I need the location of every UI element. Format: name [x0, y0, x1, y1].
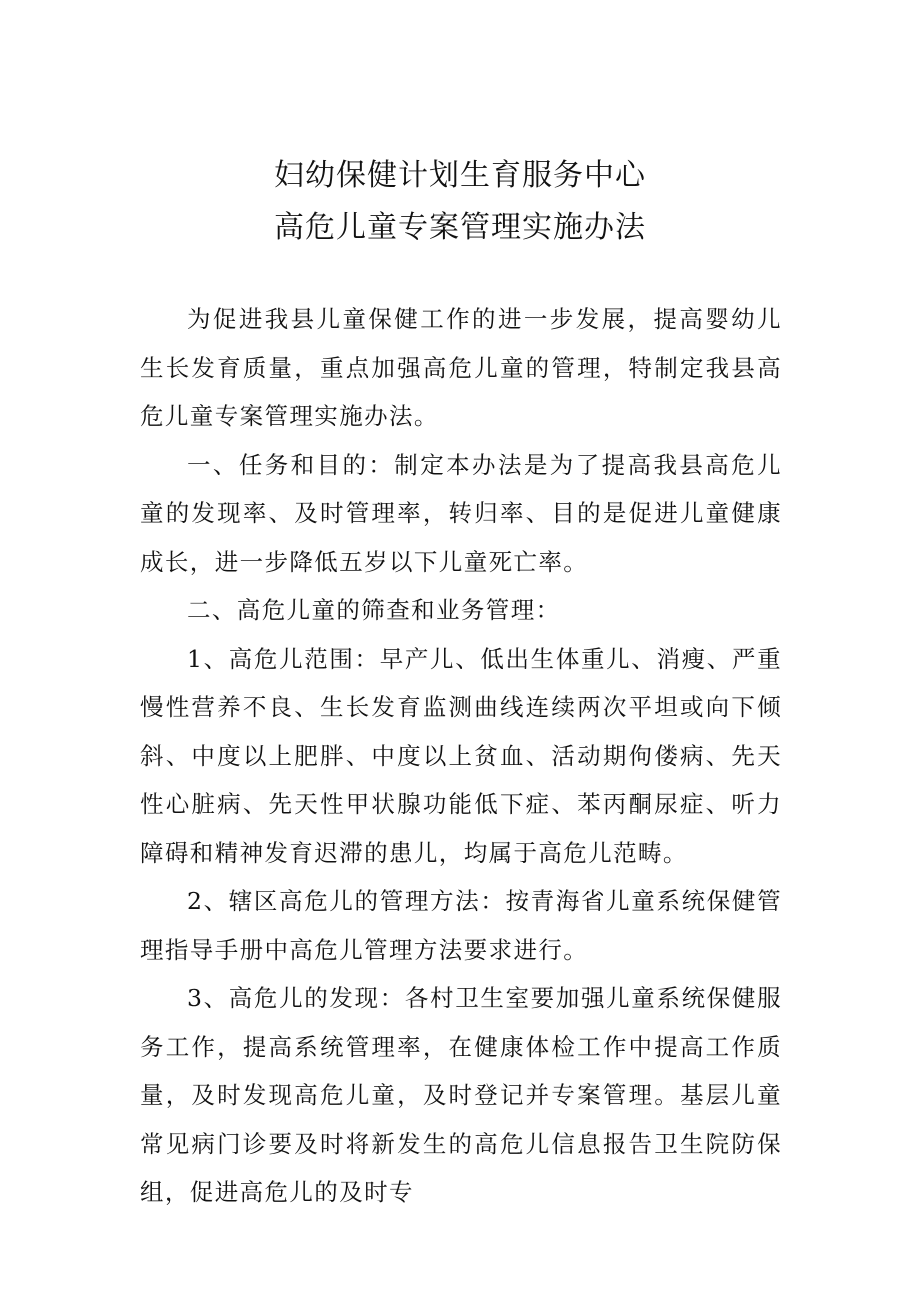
paragraph-discovery: 3、高危儿的发现：各村卫生室要加强儿童系统保健服务工作，提高系统管理率，在健康体检工作中提高工作质量，及时发现高危儿童，及时登记并专案管理。基层儿童常见病门诊要及时将新发生的高危儿信息报告卫生院防保组，促进高危儿的及时专	[140, 984, 782, 1206]
paragraph-high-risk-scope: 1、高危儿范围：早产儿、低出生体重儿、消瘦、严重慢性营养不良、生长发育监测曲线连续两次平坦或向下倾斜、中度以上肥胖、中度以上贫血、活动期佝偻病、先天性心脏病、先天性甲状腺功能低下症、苯丙酮尿症、听力障碍和精神发育迟滞的患儿，均属于高危儿范畴。	[140, 644, 782, 867]
paragraph-management-method: 2、辖区高危儿的管理方法：按青海省儿童系统保健管理指导手册中高危儿管理方法要求进行。	[140, 887, 782, 964]
paragraph-screening-heading: 二、高危儿童的筛查和业务管理：	[187, 596, 561, 624]
document-title	[0, 150, 920, 254]
paragraph-intro: 为促进我县儿童保健工作的进一步发展，提高婴幼儿生长发育质量，重点加强高危儿童的管理，特制定我县高危儿童专案管理实施办法。	[140, 305, 782, 430]
title-line-2: 高危儿童专案管理实施办法	[274, 210, 646, 245]
paragraph-task-purpose: 一、任务和目的：制定本办法是为了提高我县高危儿童的发现率、及时管理率，转归率、目的是促进儿童健康成长，进一步降低五岁以下儿童死亡率。	[140, 450, 782, 576]
document-body	[140, 295, 782, 1217]
title-line-1: 妇幼保健计划生育服务中心	[274, 158, 646, 193]
